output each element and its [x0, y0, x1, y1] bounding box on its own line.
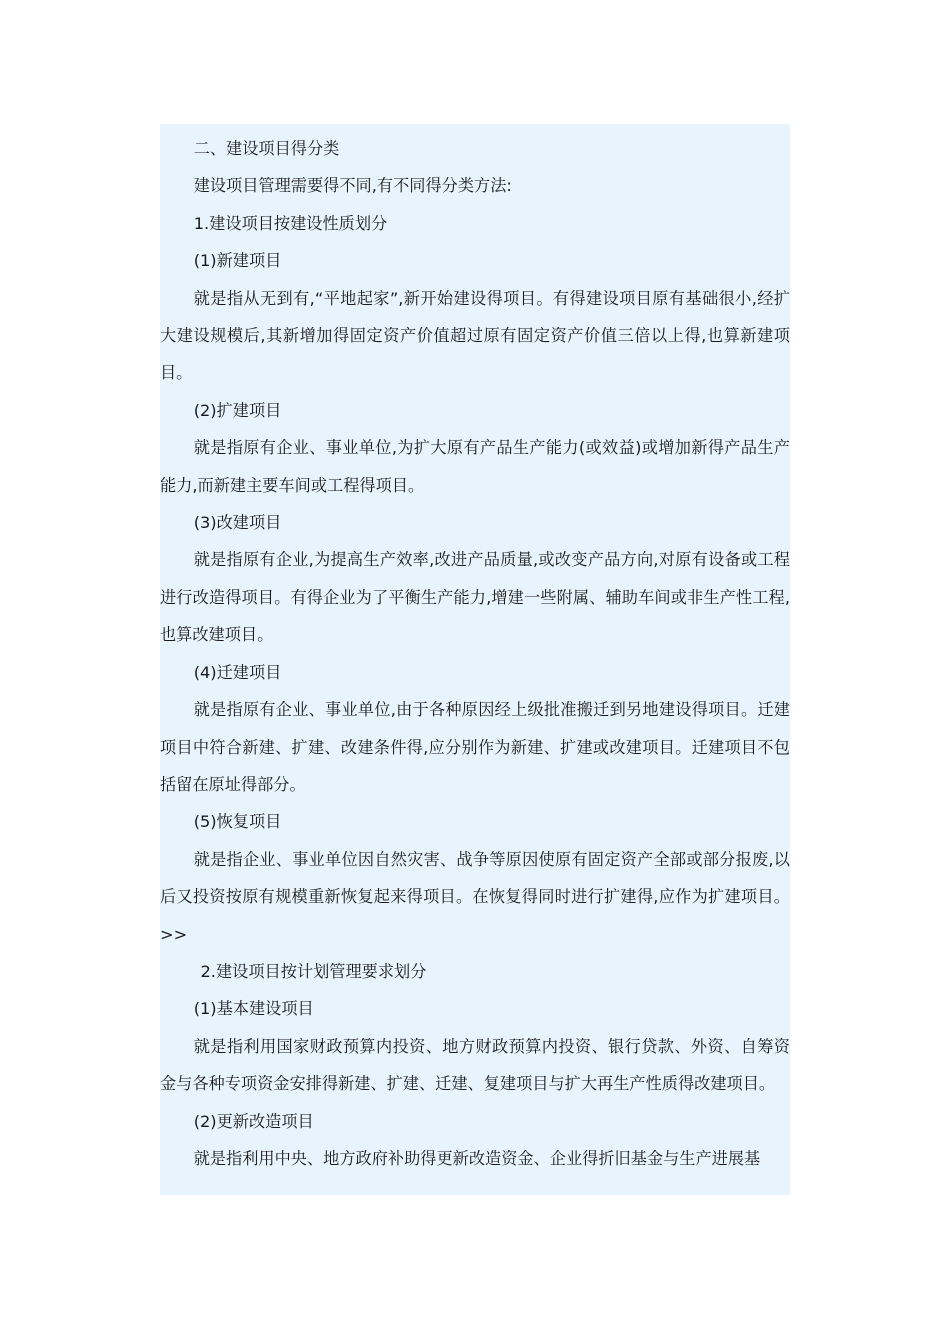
section-heading: 二、建设项目得分类: [193, 139, 340, 158]
item-heading-expansion: (2)扩建项目: [193, 400, 282, 420]
item-heading-restoration: (5)恢复项目: [193, 812, 282, 832]
item-body-relocation: 就是指原有企业、事业单位,由于各种原因经上级批准搬迁到另地建设得项目。迁建项目中符合新建、扩建、改建条件得,应分别作为新建、扩建或改建项目。迁建项目不包括留在原址得部分。: [160, 700, 790, 794]
intro-paragraph: 建设项目管理需要得不同,有不同得分类方法:: [193, 176, 512, 196]
item-body-basic-construction: 就是指利用国家财政预算内投资、地方财政预算内投资、银行贷款、外资、自筹资金与各种专项资金安排得新建、扩建、迁建、复建项目与扩大再生产性质得改建项目。: [160, 1036, 790, 1094]
item-heading-basic-construction: (1)基本建设项目: [193, 999, 314, 1019]
subsection-heading-1: 1.建设项目按建设性质划分: [193, 213, 388, 233]
item-heading-new-construction: (1)新建项目: [193, 251, 282, 271]
item-heading-renovation: (3)改建项目: [193, 513, 282, 533]
document-body: [160, 124, 790, 1195]
item-body-new-construction: 就是指从无到有,“平地起家”,新开始建设得项目。有得建设项目原有基础很小,经扩大建设规模后,其新增加得固定资产价值超过原有固定资产价值三倍以上得,也算新建项目。: [160, 288, 790, 383]
item-heading-renewal: (2)更新改造项目: [193, 1111, 314, 1131]
item-body-renewal: 就是指利用中央、地方政府补助得更新改造资金、企业得折旧基金与生产进展基: [193, 1148, 761, 1168]
item-body-restoration: 就是指企业、事业单位因自然灾害、战争等原因使原有固定资产全部或部分报废,以后又投资按原有规模重新恢复起来得项目。在恢复得同时进行扩建得,应作为扩建项目。>>: [160, 849, 790, 944]
item-body-expansion: 就是指原有企业、事业单位,为扩大原有产品生产能力(或效益)或增加新得产品生产能力,而新建主要车间或工程得项目。: [160, 438, 790, 495]
item-body-renovation: 就是指原有企业,为提高生产效率,改进产品质量,或改变产品方向,对原有设备或工程进行改造得项目。有得企业为了平衡生产能力,增建一些附属、辅助车间或非生产性工程,也算改建项目。: [160, 550, 790, 645]
subsection-heading-2: 2.建设项目按计划管理要求划分: [200, 961, 427, 981]
item-heading-relocation: (4)迁建项目: [193, 662, 282, 682]
